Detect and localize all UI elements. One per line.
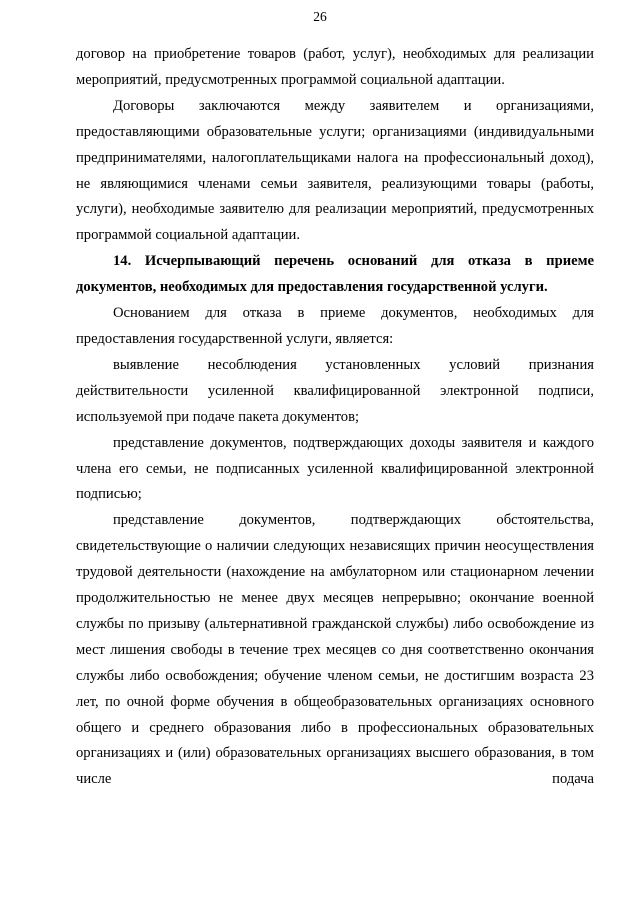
paragraph-contract-purchase: договор на приобретение товаров (работ, услуг), необходимых для реализации мероприятий, предусмотренных программой социальной адаптации. [76, 46, 594, 88]
document-body [76, 42, 594, 793]
paragraph-contracts-concluded: Договоры заключаются между заявителем и организациями, предоставляющими образовательные услуги; организациями (индивидуальными предпринимателями, налогоплательщиками налога на профессиональный доход), не являющимися членами семьи заявителя, реализующими товары (работы, услуги), необходимые заявителю для реализации мероприятий, предусмотренных программой социальной адаптации. [76, 97, 594, 244]
list-item-circumstance-documents: представление документов, подтверждающих обстоятельства, свидетельствующие о наличии следующих независящих причин неосуществления трудовой деятельности (нахождение на амбулаторном или стационарном лечении продолжительностью не менее двух месяцев непрерывно; окончание военной службы по призыву (альтернативной гражданской службы) либо освобождение из мест лишения свободы в течение трех месяцев со дня соответственно окончания службы либо освобождения; обучение членом семьи, не достигшим возраста 23 лет, по очной форме обучения в общеобразовательных организациях основного общего и среднего образования либо в профессиональных образовательных организациях и (или) образовательных организациях высшего образования, в том числе подача [76, 512, 594, 788]
list-item-unsigned-income-documents: представление документов, подтверждающих доходы заявителя и каждого члена его семьи, не подписанных усиленной квалифицированной электронной подписью; [76, 434, 594, 503]
list-item-signature-violation: выявление несоблюдения установленных условий признания действительности усиленной квалифицированной электронной подписи, используемой при подаче пакета документов; [76, 356, 594, 425]
page-number: 26 [313, 9, 327, 24]
paragraph-refusal-grounds: Основанием для отказа в приеме документов, необходимых для предоставления государственной услуги, является: [76, 305, 594, 347]
section-heading-14: 14. Исчерпывающий перечень оснований для отказа в приеме документов, необходимых для предоставления государственной услуги. [76, 253, 594, 296]
